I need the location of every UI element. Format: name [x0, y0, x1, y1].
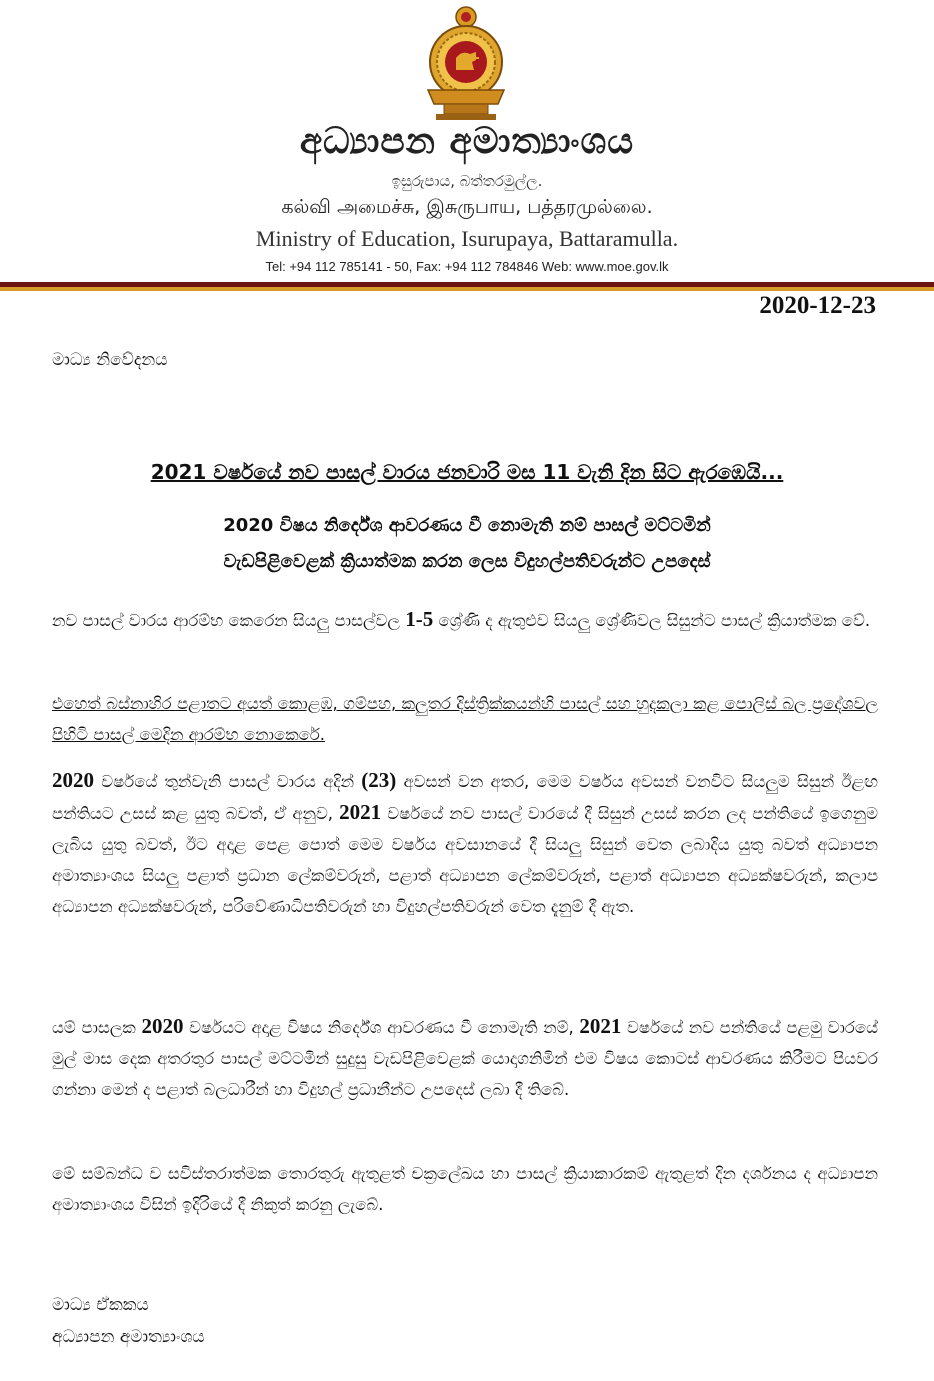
- year-2020: 2020: [141, 1014, 184, 1038]
- paragraph-4-text-a: යම් පාසලක: [52, 1018, 142, 1037]
- paragraph-4-text-c: වර්ෂයේ නව පන්තියේ පළමු වාරයේ මුල් මාස දෙක අතරතුර පාසල් මට්ටමින් සුදුසු වැඩපිළිවෙළක් යොදාගනිමින් එම විෂය කොටස් ආවරණය කිරීමට පියවර ගන්නා මෙන් ද පළාත් බලධාරීන් හා විදුහල් ප්‍රධානීන්ට උපදෙස් ලබා දී තිබේ.: [52, 1018, 878, 1099]
- year-2021: 2021: [339, 800, 382, 824]
- contact-line: Tel: +94 112 785141 - 50, Fax: +94 112 784846 Web: www.moe.gov.lk: [265, 259, 669, 274]
- paragraph-1: [52, 604, 878, 636]
- paragraph-3-text-a: වර්ෂයේ තුන්වැනි පාසල් වාරය අදින්: [94, 772, 362, 791]
- address-tamil: கல்வி அமைச்சு, இசுருபாய, பத்தரமுல்லை.: [281, 196, 653, 218]
- ministry-name-sinhala: අධ්‍යාපන අමාත්‍යාංශය: [299, 120, 635, 162]
- subheading-line-2: වැඩපිළිවෙළක් ක්‍රියාත්මක කරන ලෙස විදුහල්පතිවරුන්ට උපදෙස්: [223, 551, 711, 572]
- sri-lanka-emblem-icon: [418, 4, 514, 122]
- year-2021: 2021: [579, 1014, 622, 1038]
- headline: 2021 වර්ෂයේ නව පාසල් වාරය ජනවාරි මස 11 වැනි දින සිට ඇරඹෙයි...: [150, 460, 784, 484]
- address-sinhala: ඉසුරුපාය, බත්තරමුල්ල.: [391, 172, 543, 190]
- media-release-label: මාධ්‍ය නිවේදනය: [52, 350, 168, 370]
- address-english: Ministry of Education, Isurupaya, Battaramulla.: [255, 226, 679, 251]
- grade-range: 1-5: [405, 607, 434, 631]
- document-date: 2020-12-23: [759, 292, 876, 319]
- year-2020: 2020: [52, 768, 94, 792]
- paragraph-3-text-b: අවසන් වන අතර, මෙම වර්ෂය අවසන් වනවිට සියලුම සිසුන් ඊළඟ පන්තියට උසස් කළ යුතු බවත්, ඒ අනුව,: [52, 772, 879, 823]
- paragraph-5: මේ සම්බන්ධ ව සවිස්තරාත්මක තොරතුරු ඇතුළත් චක්‍රලේඛය හා පාසල් ක්‍රියාකාරකම් ඇතුළත් දින දර්ශනය ද අධ්‍යාපන අමාත්‍යාංශය විසින් ඉදිරියේ දී නිකුත් කරනු ලැබේ.: [52, 1164, 878, 1214]
- paragraph-4-text-b: වර්ෂයට අදාළ විෂය නිර්දේශ ආවරණය වී නොමැති නම්,: [183, 1018, 580, 1037]
- letterhead-rule-gold: [0, 287, 934, 291]
- paragraph-4: [52, 1011, 878, 1105]
- signoff-ministry: අධ්‍යාපන අමාත්‍යාංශය: [52, 1327, 205, 1347]
- date-23: (23): [361, 768, 397, 792]
- paragraph-3-text-c: වර්ෂයේ නව පාසල් වාරයේ දී සිසුන් උසස් කරන ලද පන්තියේ ඉගෙනුම ලැබිය යුතු බවත්, ඊට අදාළ පෙළ පොත් මෙම වර්ෂය අවසානයේ දී සියලු සිසුන් වෙත ලබාදිය යුතු බවත් අධ්‍යාපන අමාත්‍යාංශය සියලු පළාත් ප්‍රධාන ලේකම්වරුන්, පළාත් අධ්‍යාපන ලේකම්වරුන්, පළාත් අධ්‍යාපන අධ්‍යක්ෂවරුන්, කලාප අධ්‍යාපන අධ්‍යක්ෂවරුන්, පරිවේණාධිපතිවරුන් හා විදුහල්පතිවරුන් වෙත දැනුම් දී ඇත.: [52, 804, 878, 916]
- paragraph-3: [52, 765, 878, 922]
- paragraph-1-text-b: ශ්‍රේණි ද ඇතුළුව සියලු ශ්‍රේණිවල සිසුන්ට පාසල් ක්‍රියාත්මක වේ.: [433, 611, 871, 630]
- paragraph-2: එහෙත් බස්නාහිර පළාතට අයත් කොළඹ, ගම්පහ, කලුතර දිස්ත්‍රික්කයන්හි පාසල් සහ හුදකලා කළ පොලිස් බල ප්‍රදේශවල පිහිටි පාසල් මෙදින ආරම්භ නොකෙරේ.: [52, 694, 878, 744]
- signoff-unit: මාධ්‍ය ඒකකය: [52, 1295, 149, 1315]
- paragraph-1-text-a: නව පාසල් වාරය ආරම්භ කෙරෙන සියලු පාසල්වල: [52, 611, 406, 630]
- subheading-line-1: 2020 විෂය නිර්දේශ ආවරණය වී නොමැති නම් පාසල් මට්ටමින්: [223, 515, 711, 536]
